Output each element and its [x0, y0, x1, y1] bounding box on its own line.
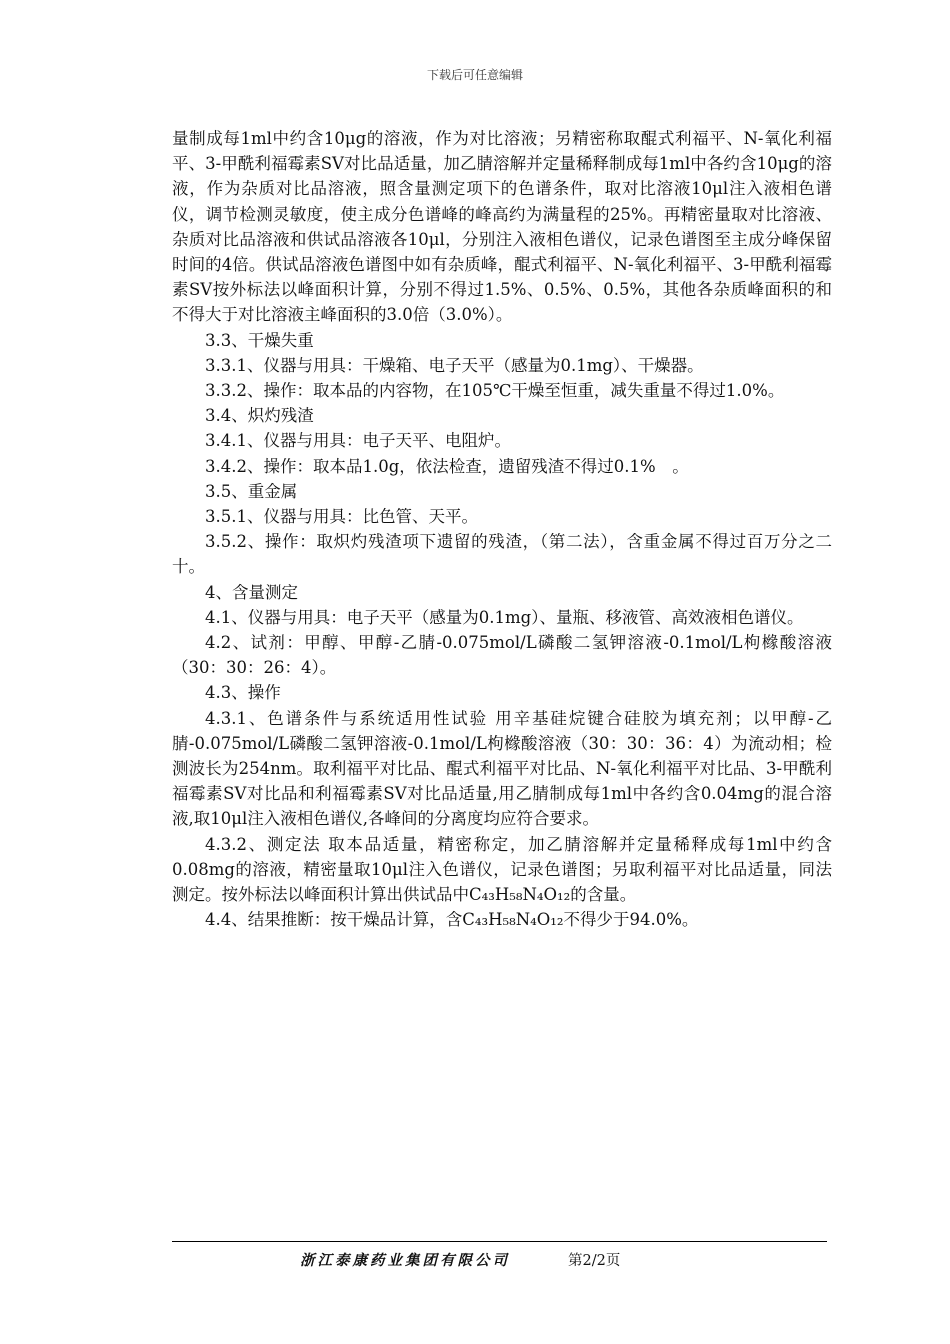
paragraph: 3.3、干燥失重 [205, 330, 314, 350]
paragraph: 3.5.1、仪器与用具：比色管、天平。 [205, 507, 478, 527]
paragraph: 4.2、试剂：甲醇、甲醇-乙腈-0.075mol/L磷酸二氢钾溶液-0.1mol/L枸橼酸溶液（30：30：26：4）。 [172, 633, 832, 678]
paragraph: 3.4.2、操作：取本品1.0g，依法检查，遗留残渣不得过0.1% 。 [205, 456, 689, 476]
paragraph: 3.4.1、仪器与用具：电子天平、电阻炉。 [205, 431, 511, 451]
page-footer [300, 1248, 620, 1270]
page-header: 下载后可任意编辑 [426, 68, 523, 82]
page-number: 第2/2页 [568, 1252, 621, 1269]
paragraph: 3.5、重金属 [205, 481, 298, 501]
paragraph: 3.3.2、操作：取本品的内容物，在105℃干燥至恒重，减失重量不得过1.0%。 [205, 381, 785, 401]
paragraph: 3.4、炽灼残渣 [205, 406, 314, 426]
paragraph: 量制成每1ml中约含10μg的溶液，作为对比溶液；另精密称取醌式利福平、N-氧化利福平、3-甲酰利福霉素SV对比品适量，加乙腈溶解并定量稀释制成每1ml中各约含10μg的溶液，作为杂质对比品溶液，照含量测定项下的色谱条件，取对比溶液10μl注入液相色谱仪，调节检测灵敏度，使主成分色谱峰的峰高约为满量程的25%。再精密量取对比溶液、杂质对比品溶液和供试品溶液各10μl，分别注入液相色谱仪，记录色谱图至主成分峰保留时间的4倍。供试品溶液色谱图中如有杂质峰，醌式利福平、N-氧化利福平、3-甲酰利福霉素SV按外标法以峰面积计算，分别不得过1.5%、0.5%、0.5%，其他各杂质峰面积的和不得大于对比溶液主峰面积的3.0倍（3.0%）。 [172, 129, 832, 325]
paragraph: 4.3.2、测定法 取本品适量，精密称定，加乙腈溶解并定量稀释成每1ml中约含0.08mg的溶液，精密量取10μl注入色谱仪，记录色谱图；另取利福平对比品适量，同法测定。按外标法以峰面积计算出供试品中C₄₃H₅₈N₄O₁₂的含量。 [172, 834, 832, 905]
document-body [172, 126, 832, 933]
paragraph: 4.3、操作 [205, 683, 281, 703]
paragraph: 4.1、仪器与用具：电子天平（感量为0.1mg）、量瓶、移液管、高效液相色谱仪。 [205, 607, 804, 627]
company-name: 浙江泰康药业集团有限公司 [300, 1251, 510, 1269]
paragraph: 4.3.1、色谱条件与系统适用性试验 用辛基硅烷键合硅胶为填充剂；以甲醇-乙腈-0.075mol/L磷酸二氢钾溶液-0.1mol/L枸橼酸溶液（30：30：36：4）为流动相；检测波长为254nm。取利福平对比品、醌式利福平对比品、N-氧化利福平对比品、3-甲酰利福霉素SV对比品和利福霉素SV对比品适量,用乙腈制成每1ml中各约含0.04mg的混合溶液,取10μl注入液相色谱仪,各峰间的分离度均应符合要求。 [172, 708, 832, 829]
paragraph: 3.5.2、操作：取炽灼残渣项下遗留的残渣，（第二法），含重金属不得过百万分之二十。 [172, 532, 832, 577]
footer-divider [172, 1241, 827, 1242]
paragraph: 4.4、结果推断：按干燥品计算，含C₄₃H₅₈N₄O₁₂不得少于94.0%。 [205, 910, 699, 930]
paragraph: 4、含量测定 [205, 582, 298, 602]
paragraph: 3.3.1、仪器与用具：干燥箱、电子天平（感量为0.1mg）、干燥器。 [205, 355, 704, 375]
